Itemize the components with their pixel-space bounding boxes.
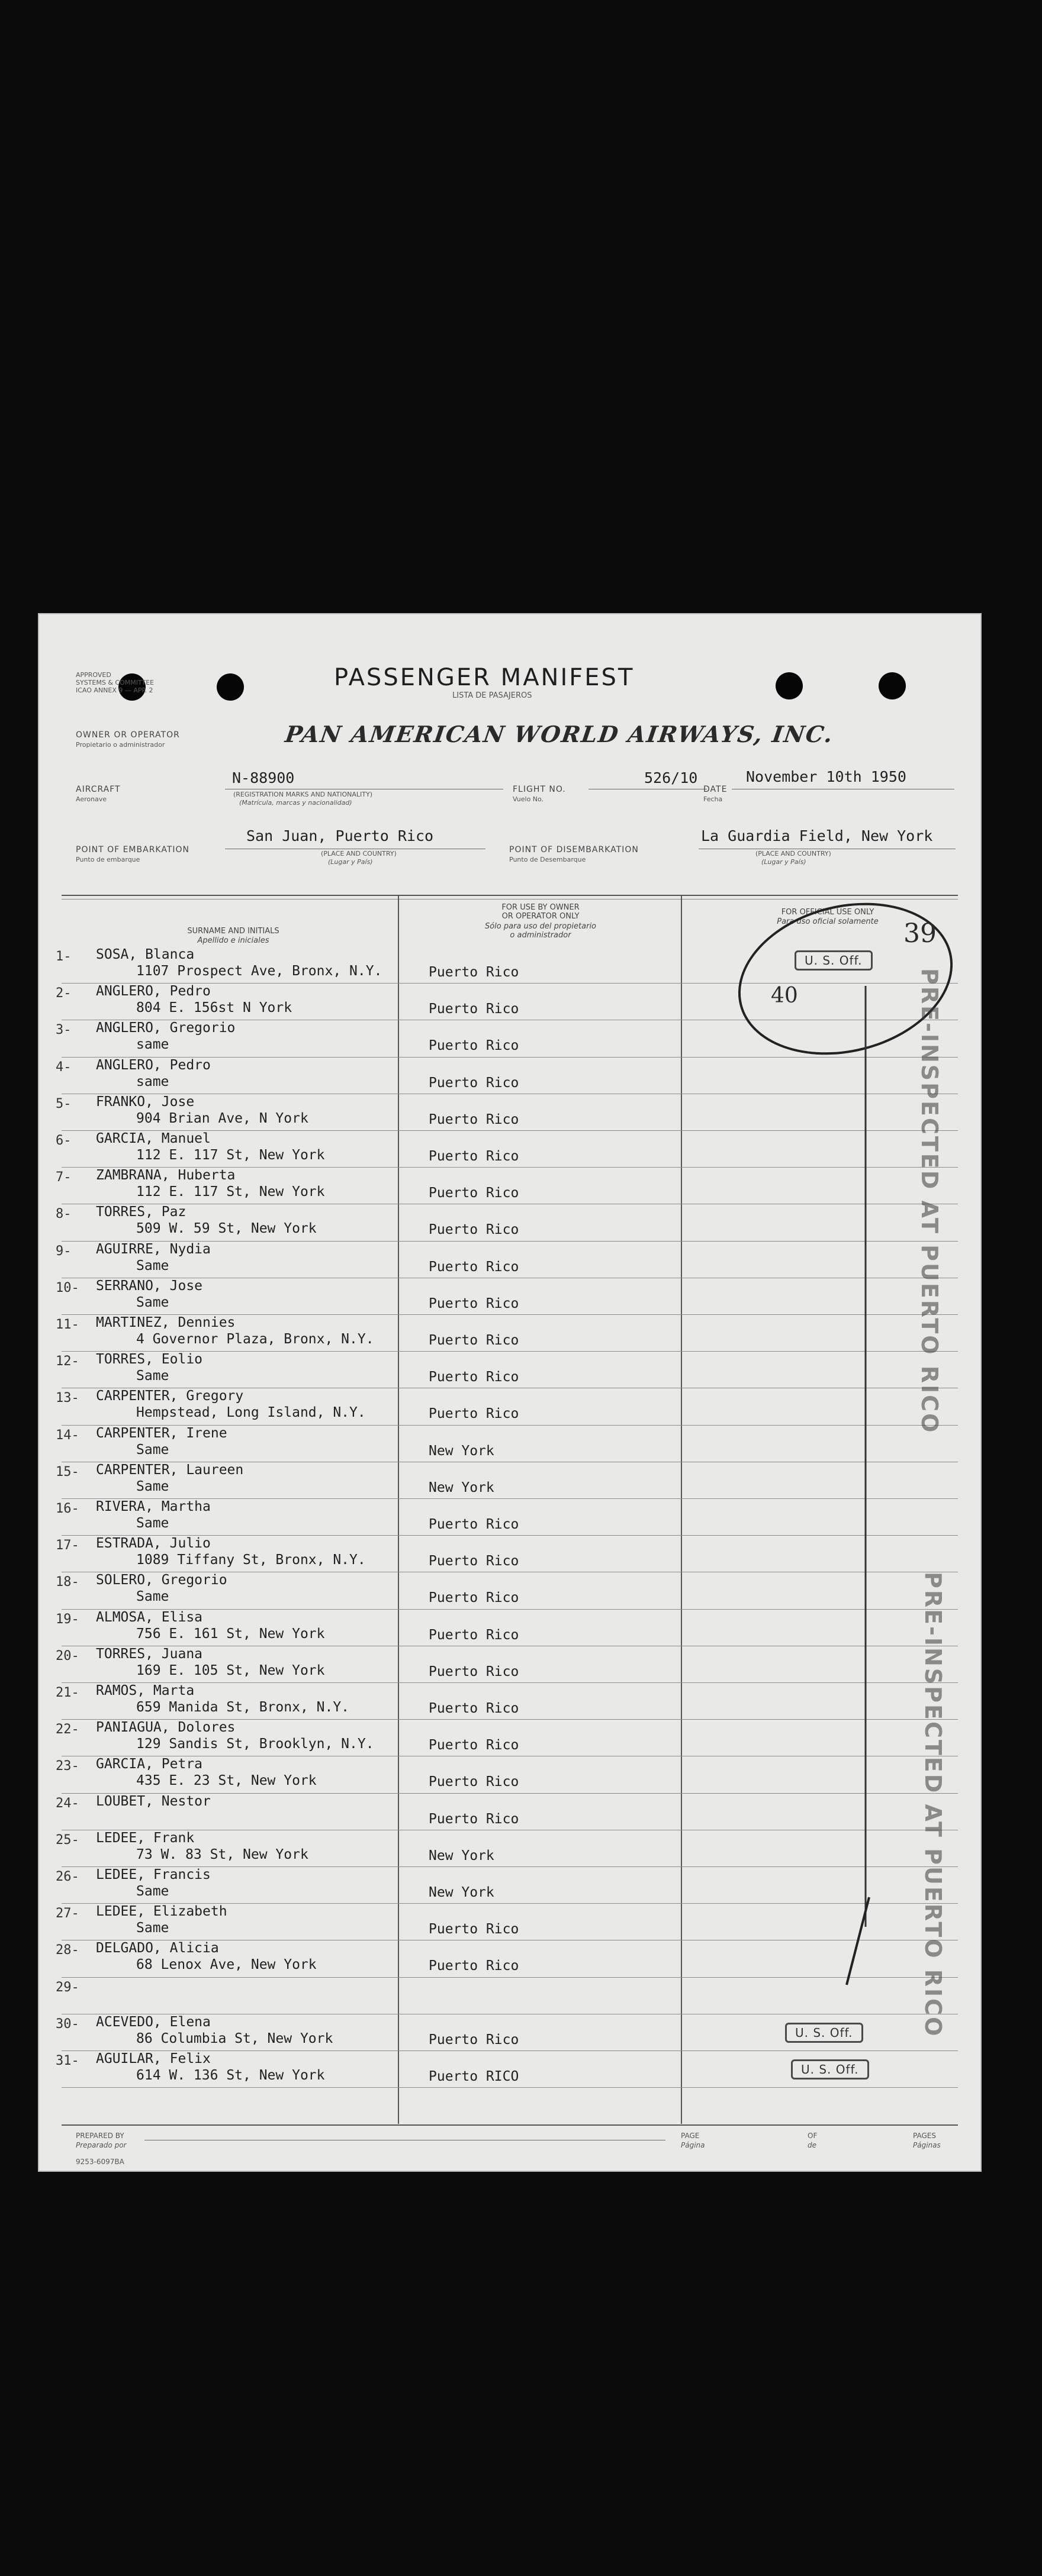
col-head-owner: FOR USE BY OWNER OR OPERATOR ONLY: [501, 903, 580, 921]
embarkation-point: San Juan, Puerto Rico: [246, 827, 434, 844]
passenger-name: PANIAGUA, Dolores: [96, 1720, 236, 1736]
passenger-name: CARPENTER, Gregory: [96, 1388, 244, 1404]
pages-label-es: Páginas: [913, 2141, 941, 2149]
page-title: PASSENGER MANIFEST: [334, 664, 635, 691]
row-number: 15-: [56, 1464, 79, 1479]
passenger-destination: Puerto Rico: [429, 1553, 519, 1569]
embarkation-label-es: Punto de embarque: [76, 856, 140, 863]
passenger-address: 1107 Prospect Ave, Bronx, N.Y.: [136, 963, 382, 979]
passenger-name: SERRANO, Jose: [96, 1278, 203, 1294]
row-number: 27-: [56, 1906, 79, 1921]
passenger-name: SOSA, Blanca: [96, 947, 195, 962]
passenger-address: 68 Lenox Ave, New York: [136, 1957, 317, 1973]
passenger-address: Same: [136, 1258, 169, 1274]
aircraft-registration: N-88900: [232, 769, 295, 786]
col-head-official-es: Para uso oficial solamente: [777, 917, 879, 926]
passenger-destination: New York: [429, 1479, 494, 1495]
passenger-address: same: [136, 1073, 169, 1089]
passenger-address: 169 E. 105 St, New York: [136, 1662, 325, 1678]
row-number: 14-: [56, 1427, 79, 1443]
passenger-destination: Puerto Rico: [429, 1921, 519, 1937]
row-number: 9-: [56, 1243, 72, 1259]
passenger-name: ANGLERO, Pedro: [96, 1057, 211, 1073]
passenger-name: TORRES, Eolio: [96, 1352, 203, 1368]
row-number: 11-: [56, 1317, 79, 1332]
owner-label: OWNER OR OPERATOR: [76, 730, 180, 740]
row-number: 30-: [56, 2016, 79, 2032]
passenger-destination: Puerto Rico: [429, 1369, 519, 1385]
place-sub-es: (Lugar y País): [328, 858, 373, 866]
passenger-destination: Puerto Rico: [429, 1811, 519, 1827]
passenger-name: ANGLERO, Pedro: [96, 984, 211, 1000]
passenger-name: ZAMBRANA, Huberta: [96, 1168, 236, 1184]
place-sub-2: (PLACE AND COUNTRY): [755, 850, 831, 857]
prepared-by-label: PREPARED BY: [76, 2132, 124, 2140]
col-head-surname-es: Apellido e iniciales: [197, 936, 269, 945]
passenger-name: GARCIA, Manuel: [96, 1131, 211, 1146]
page-label-es: Página: [681, 2141, 705, 2149]
passenger-destination: Puerto Rico: [429, 2032, 519, 2048]
punch-hole: [776, 672, 803, 699]
passenger-name: ESTRADA, Julio: [96, 1536, 211, 1552]
row-number: 21-: [56, 1685, 79, 1700]
passenger-address: 756 E. 161 St, New York: [136, 1626, 325, 1642]
row-number: 19-: [56, 1611, 79, 1627]
row-number: 22-: [56, 1722, 79, 1737]
row-number: 20-: [56, 1648, 79, 1663]
passenger-destination: Puerto Rico: [429, 1001, 519, 1017]
row-rule: [62, 2087, 958, 2088]
passenger-destination: Puerto Rico: [429, 1295, 519, 1311]
passenger-address: 1089 Tiffany St, Bronx, N.Y.: [136, 1552, 366, 1568]
disembarkation-label: POINT OF DISEMBARKATION: [509, 845, 639, 855]
passenger-address: 4 Governor Plaza, Bronx, N.Y.: [136, 1331, 374, 1347]
passenger-destination: Puerto Rico: [429, 1406, 519, 1422]
owner-label-es: Propietario o administrador: [76, 741, 165, 749]
manifest-page: [38, 613, 982, 2172]
passenger-address: Same: [136, 1368, 169, 1384]
date-label: DATE: [703, 785, 728, 794]
pen-vertical-line: [808, 968, 879, 2010]
aircraft-label-es: Aeronave: [76, 795, 107, 803]
place-sub: (PLACE AND COUNTRY): [321, 850, 397, 857]
passenger-name: LOUBET, Nestor: [96, 1793, 211, 1809]
passenger-name: AGUILAR, Felix: [96, 2051, 211, 2066]
passenger-address: 73 W. 83 St, New York: [136, 1846, 308, 1862]
passenger-name: TORRES, Juana: [96, 1646, 203, 1662]
row-number: 1-: [56, 949, 72, 964]
passenger-address: Same: [136, 1589, 169, 1605]
punch-hole: [879, 672, 906, 699]
row-number: 26-: [56, 1869, 79, 1884]
col-head-official: FOR OFFICIAL USE ONLY: [781, 908, 874, 917]
row-number: 12-: [56, 1354, 79, 1369]
us-official-stamp: U. S. Off.: [785, 2023, 863, 2043]
row-number: 18-: [56, 1575, 79, 1590]
flight-label-es: Vuelo No.: [513, 795, 544, 803]
passenger-name: SOLERO, Gregorio: [96, 1572, 227, 1588]
us-official-stamp: U. S. Off.: [791, 2059, 869, 2080]
row-number: 2-: [56, 986, 72, 1001]
table-top-rule: [62, 895, 958, 896]
passenger-name: RAMOS, Marta: [96, 1683, 195, 1698]
passenger-name: TORRES, Paz: [96, 1204, 186, 1220]
passenger-destination: Puerto Rico: [429, 1222, 519, 1238]
col-head-surname: SURNAME AND INITIALS: [187, 927, 279, 936]
handwritten-count-40: 40: [771, 984, 798, 1008]
row-number: 7-: [56, 1170, 72, 1185]
row-number: 10-: [56, 1280, 79, 1295]
passenger-destination: Puerto Rico: [429, 1259, 519, 1275]
passenger-address: 614 W. 136 St, New York: [136, 2068, 325, 2083]
embarkation-label: POINT OF EMBARKATION: [76, 845, 190, 855]
preinspected-stamp-bottom: PRE-INSPECTED AT PUERTO RICO: [920, 1572, 946, 2038]
page-subtitle: LISTA DE PASAJEROS: [452, 691, 532, 700]
passenger-address: Same: [136, 1516, 169, 1531]
passenger-destination: Puerto Rico: [429, 1701, 519, 1716]
passenger-address: Same: [136, 1294, 169, 1310]
of-label: OF: [808, 2132, 818, 2140]
passenger-destination: Puerto Rico: [429, 1075, 519, 1091]
passenger-destination: Puerto Rico: [429, 1627, 519, 1643]
passenger-destination: New York: [429, 1443, 494, 1459]
place-sub-es-2: (Lugar y País): [761, 858, 806, 866]
punch-hole: [217, 673, 244, 701]
row-number: 13-: [56, 1391, 79, 1406]
passenger-name: LEDEE, Elizabeth: [96, 1904, 227, 1920]
row-number: 16-: [56, 1501, 79, 1516]
page-label: PAGE: [681, 2132, 700, 2140]
passenger-name: CARPENTER, Laureen: [96, 1462, 244, 1478]
row-number: 28-: [56, 1943, 79, 1958]
passenger-name: LEDEE, Francis: [96, 1867, 211, 1882]
row-number: 5-: [56, 1096, 72, 1111]
of-label-es: de: [808, 2141, 816, 2149]
passenger-address: same: [136, 1037, 169, 1053]
row-number: 29-: [56, 1979, 79, 1995]
passenger-destination: Puerto Rico: [429, 1590, 519, 1606]
passenger-destination: Puerto Rico: [429, 1663, 519, 1679]
passenger-address: 659 Manida St, Bronx, N.Y.: [136, 1700, 350, 1715]
airline-name: PAN AMERICAN WORLD AIRWAYS, INC.: [283, 721, 836, 747]
passenger-destination: Puerto Rico: [429, 1737, 519, 1753]
passenger-name: CARPENTER, Irene: [96, 1425, 227, 1441]
flight-label: FLIGHT NO.: [513, 785, 566, 794]
pages-label: PAGES: [913, 2132, 936, 2140]
passenger-destination: New York: [429, 1848, 494, 1864]
aircraft-sub: (REGISTRATION MARKS AND NATIONALITY): [233, 791, 373, 798]
passenger-address: Same: [136, 1920, 169, 1936]
passenger-address: 112 E. 117 St, New York: [136, 1147, 325, 1163]
flight-number: 526/10: [644, 769, 698, 786]
passenger-destination: Puerto Rico: [429, 1111, 519, 1127]
passenger-address: Hempstead, Long Island, N.Y.: [136, 1405, 366, 1421]
passenger-name: ALMOSA, Elisa: [96, 1609, 203, 1625]
us-official-stamp: U. S. Off.: [795, 950, 873, 971]
col-head-owner-es: Sólo para uso del propietario o administrador: [484, 922, 597, 940]
passenger-name: RIVERA, Martha: [96, 1499, 211, 1514]
passenger-address: 112 E. 117 St, New York: [136, 1184, 325, 1200]
passenger-name: LEDEE, Frank: [96, 1830, 195, 1846]
passenger-destination: Puerto Rico: [429, 1038, 519, 1054]
passenger-address: 904 Brian Ave, N York: [136, 1110, 308, 1126]
row-number: 6-: [56, 1133, 72, 1148]
aircraft-sub-es: (Matrícula, marcas y nacionalidad): [239, 799, 352, 807]
passenger-address: Same: [136, 1442, 169, 1458]
passenger-destination: Puerto Rico: [429, 1333, 519, 1348]
passenger-address: 86 Columbia St, New York: [136, 2030, 333, 2046]
passenger-address: Same: [136, 1884, 169, 1899]
date-label-es: Fecha: [703, 795, 723, 803]
disembarkation-point: La Guardia Field, New York: [701, 827, 933, 844]
row-number: 24-: [56, 1795, 79, 1811]
row-number: 17-: [56, 1538, 79, 1553]
passenger-name: ANGLERO, Gregorio: [96, 1020, 236, 1036]
table-bottom-rule: [62, 2124, 958, 2126]
passenger-destination: Puerto Rico: [429, 1774, 519, 1790]
row-number: 8-: [56, 1207, 72, 1222]
passenger-name: DELGADO, Alicia: [96, 1940, 219, 1956]
passenger-name: ACEVEDO, Elena: [96, 2014, 211, 2030]
passenger-name: FRANKO, Jose: [96, 1094, 195, 1110]
passenger-destination: Puerto RICO: [429, 2069, 519, 2084]
passenger-address: 509 W. 59 St, New York: [136, 1221, 317, 1237]
aircraft-label: AIRCRAFT: [76, 785, 121, 794]
passenger-address: Same: [136, 1478, 169, 1494]
passenger-name: GARCIA, Petra: [96, 1756, 203, 1772]
row-number: 25-: [56, 1832, 79, 1848]
row-number: 23-: [56, 1759, 79, 1774]
passenger-name: AGUIRRE, Nydia: [96, 1241, 211, 1257]
disembarkation-label-es: Punto de Desembarque: [509, 856, 586, 863]
form-number: 9253-6097BA: [76, 2158, 124, 2166]
row-number: 4-: [56, 1059, 72, 1075]
passenger-destination: Puerto Rico: [429, 1958, 519, 1974]
passenger-destination: Puerto Rico: [429, 965, 519, 980]
passenger-address: 129 Sandis St, Brooklyn, N.Y.: [136, 1736, 374, 1752]
preinspected-stamp-top: PRE-INSPECTED AT PUERTO RICO: [916, 968, 943, 1434]
passenger-destination: Puerto Rico: [429, 1149, 519, 1164]
passenger-address: 435 E. 23 St, New York: [136, 1773, 317, 1789]
passenger-name: MARTINEZ, Dennies: [96, 1315, 236, 1330]
passenger-destination: Puerto Rico: [429, 1185, 519, 1201]
form-reference: APPROVED SYSTEMS & COMMITTEE ICAO ANNEX 9 — APP. 2: [76, 671, 155, 694]
passenger-destination: New York: [429, 1885, 494, 1900]
prepared-by-label-es: Preparado por: [76, 2141, 127, 2149]
row-number: 31-: [56, 2053, 79, 2068]
handwritten-count-39: 39: [903, 918, 937, 949]
flight-date: November 10th 1950: [746, 768, 906, 785]
row-number: 3-: [56, 1023, 72, 1038]
passenger-address: 804 E. 156st N York: [136, 1000, 292, 1016]
passenger-destination: Puerto Rico: [429, 1517, 519, 1532]
